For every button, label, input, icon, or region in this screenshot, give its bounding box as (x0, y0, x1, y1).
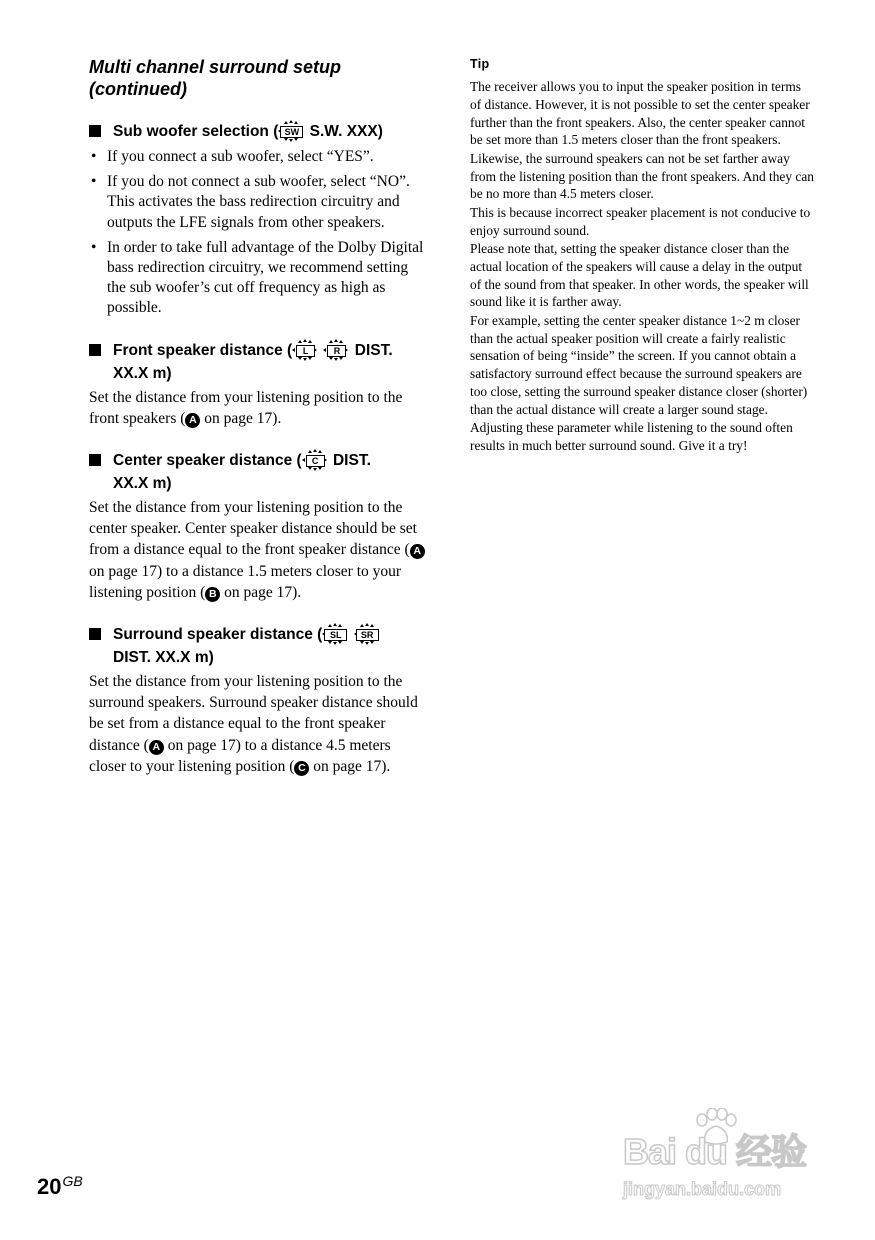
front-speaker-heading: Front speaker distance ( L R DIST. XX.X m) (89, 339, 429, 385)
sub-woofer-indicator-icon: SW (279, 120, 304, 142)
sub-woofer-bullets (89, 147, 429, 319)
circle-c-icon: C (294, 761, 309, 776)
surround-left-indicator-icon: SL (323, 623, 348, 645)
tip-title: Tip (470, 57, 490, 71)
circle-a-icon: A (185, 413, 200, 428)
square-bullet-icon (89, 125, 101, 137)
square-bullet-icon (89, 454, 101, 466)
center-speaker-heading: Center speaker distance ( C DIST. XX.X m) (89, 449, 429, 495)
circle-a-icon: A (149, 740, 164, 755)
front-left-indicator-icon: L (293, 339, 318, 361)
tip-paragraph: Please note that, setting the speaker distance closer than the actual location of the speakers will cause a delay in the output of the sound from that speaker. In other words, the speaker will sound like it is farther away. (470, 240, 809, 310)
front-speaker-section (89, 339, 429, 429)
circle-a-icon: A (410, 544, 425, 559)
baidu-watermark (615, 1100, 835, 1210)
sub-woofer-heading: Sub woofer selection ( SW S.W. XXX) (89, 120, 429, 143)
list-item: • If you connect a sub woofer, select “YES”. (91, 148, 374, 165)
tip-paragraph: For example, setting the center speaker distance 1~2 m closer than the actual speaker position will create a fairly realistic sensation of being “inside” the screen. If you cannot obtain a satisfactory surround effect because the surround speakers are too close, setting the surround speaker distance closer (shorter) than the actual distance will create a larger sound stage. (470, 312, 808, 417)
tip-paragraph: Adjusting these parameter while listening to the sound often results in much better surround sound. Give it a try! (470, 420, 793, 453)
left-column (89, 56, 429, 777)
tip-paragraph: Likewise, the surround speakers can not be set farther away from the listening position than the front speakers. And they can be no more than 4.5 meters closer. (470, 150, 814, 202)
list-item: • If you do not connect a sub woofer, select “NO”. This activates the bass redirection circuitry and outputs the LFE signals from other speakers. (91, 173, 410, 231)
center-indicator-icon: C (303, 449, 328, 471)
tip-paragraph: This is because incorrect speaker placement is not conducive to enjoy surround sound. (470, 204, 811, 238)
circle-b-icon: B (205, 587, 220, 602)
section-title-line1: Multi channel surround setup (89, 57, 342, 77)
square-bullet-icon (89, 628, 101, 640)
sub-woofer-section (89, 120, 429, 319)
surround-speaker-section (89, 623, 429, 777)
section-title-line2: (continued) (89, 79, 187, 99)
front-right-indicator-icon: R (324, 339, 349, 361)
surround-speaker-heading: Surround speaker distance ( SL SR DIST. XX.X m) (89, 623, 429, 669)
page-number: $20^{GB}$ (37, 1173, 83, 1199)
center-speaker-section (89, 449, 429, 603)
watermark-url: jingyan.baidu.com (623, 1179, 782, 1199)
tip-column (470, 56, 815, 455)
front-speaker-body: Set the distance from your listening position to the front speakers ( A on page 17). (89, 388, 403, 427)
square-bullet-icon (89, 344, 101, 356)
surround-speaker-body: Set the distance from your listening position to the surround speakers. Surround speaker distance should be set from a distance equal to the front speaker distance ( A on page 17) to a distance 4.5 meters closer to your listening position ( C on page 17). (89, 673, 418, 775)
center-speaker-body: Set the distance from your listening position to the center speaker. Center speaker distance should be set from a distance equal to the front speaker distance ( A on page 17) to a distance 1.5 meters closer to your listening position ( B on page 17). (89, 497, 429, 603)
watermark-main-text: Bai du 经验 (623, 1131, 807, 1172)
list-item: • In order to take full advantage of the Dolby Digital bass redirection circuitry, we recommend setting the sub woofer’s cut off frequency as high as possible. (91, 238, 424, 317)
page-suffix: GB (62, 1173, 83, 1189)
section-title (89, 56, 429, 100)
surround-right-indicator-icon: SR (355, 623, 380, 645)
tip-paragraph: The receiver allows you to input the speaker position in terms of distance. However, it is not possible to set the center speaker further than the front speakers. Also, the center speaker cannot be set more than 1.5 meters closer than the front speakers. (470, 79, 810, 148)
